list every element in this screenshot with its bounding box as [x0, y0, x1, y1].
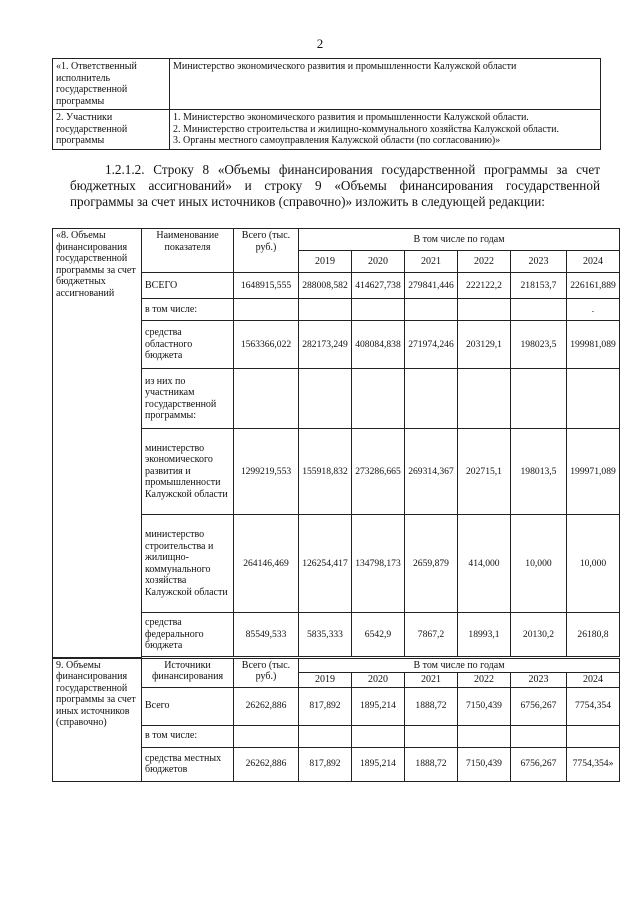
- row-value: [458, 299, 511, 321]
- row-value: [511, 369, 567, 429]
- row-value: 218153,7: [511, 273, 567, 299]
- row-value: [567, 725, 620, 747]
- row-name: средства местных бюджетов: [142, 747, 234, 781]
- row-value: 1888,72: [405, 747, 458, 781]
- row-total: 1299219,553: [234, 429, 299, 515]
- row-value: 26180,8: [567, 613, 620, 657]
- row-value: 6756,267: [511, 747, 567, 781]
- row-value: [299, 725, 352, 747]
- row-value: 203129,1: [458, 321, 511, 369]
- table-row: [53, 59, 601, 110]
- row-value: 198023,5: [511, 321, 567, 369]
- row-total: [234, 725, 299, 747]
- row-value: 155918,832: [299, 429, 352, 515]
- row-value: [511, 299, 567, 321]
- row-value: 5835,333: [299, 613, 352, 657]
- row-total: 26262,886: [234, 687, 299, 725]
- row-value: 7150,439: [458, 747, 511, 781]
- row-value: [511, 725, 567, 747]
- row-value: .: [567, 299, 620, 321]
- row-value: 271974,246: [405, 321, 458, 369]
- row-value: 408084,838: [352, 321, 405, 369]
- participant-line: 2. Министерство строительства и жилищно-коммунального хозяйства Калужской области.: [173, 123, 559, 135]
- row-value: 7754,354: [567, 687, 620, 725]
- row-name: ВСЕГО: [142, 273, 234, 299]
- year-2021: 2021: [405, 251, 458, 273]
- row-value: 282173,249: [299, 321, 352, 369]
- responsible-label: «1. Ответственный исполнитель государственной программы: [53, 59, 170, 110]
- row-value: 6542,9: [352, 613, 405, 657]
- year-2022: 2022: [458, 673, 511, 688]
- section8-label: «8. Объемы финансирования государственной программы за счет бюджетных ассигнований: [53, 229, 142, 658]
- row-value: 2659,879: [405, 515, 458, 613]
- row-value: 202715,1: [458, 429, 511, 515]
- row-value: 199971,089: [567, 429, 620, 515]
- row-value: 817,892: [299, 747, 352, 781]
- row-value: [458, 725, 511, 747]
- table-header-row: [53, 229, 620, 251]
- row-value: 7754,354»: [567, 747, 620, 781]
- row-value: [352, 725, 405, 747]
- row-value: [458, 369, 511, 429]
- table-row: [53, 110, 601, 150]
- row-value: [405, 299, 458, 321]
- row-total: [234, 369, 299, 429]
- row-name: министерство строительства и жилищно-коммунального хозяйства Калужской области: [142, 515, 234, 613]
- row-value: [405, 369, 458, 429]
- row-value: 199981,089: [567, 321, 620, 369]
- row-name: из них по участникам государственной программы:: [142, 369, 234, 429]
- row-value: 134798,173: [352, 515, 405, 613]
- year-2022: 2022: [458, 251, 511, 273]
- year-2024: 2024: [567, 673, 620, 688]
- row-value: 817,892: [299, 687, 352, 725]
- year-2019: 2019: [299, 251, 352, 273]
- participants-table: [52, 58, 601, 150]
- row-value: 279841,446: [405, 273, 458, 299]
- row-value: 126254,417: [299, 515, 352, 613]
- row-value: [299, 369, 352, 429]
- row-value: 1888,72: [405, 687, 458, 725]
- year-2021: 2021: [405, 673, 458, 688]
- row-value: 10,000: [567, 515, 620, 613]
- participant-line: 1. Министерство экономического развития и промышленности Калужской области.: [173, 112, 529, 123]
- row-value: 18993,1: [458, 613, 511, 657]
- row-name: Всего: [142, 687, 234, 725]
- row-total: 85549,533: [234, 613, 299, 657]
- table-header-row: [53, 658, 620, 673]
- row-value: [405, 725, 458, 747]
- row-value: 20130,2: [511, 613, 567, 657]
- responsible-value: Министерство экономического развития и промышленности Калужской области: [170, 59, 601, 110]
- row-value: [299, 299, 352, 321]
- row-value: 414,000: [458, 515, 511, 613]
- row-value: [352, 299, 405, 321]
- row-value: 226161,889: [567, 273, 620, 299]
- year-2023: 2023: [511, 251, 567, 273]
- row-value: 1895,214: [352, 687, 405, 725]
- col-total: Всего (тыс. руб.): [234, 229, 299, 273]
- row-total: 26262,886: [234, 747, 299, 781]
- row-name: средства федерального бюджета: [142, 613, 234, 657]
- row-value: 269314,367: [405, 429, 458, 515]
- col-years-group: В том числе по годам: [299, 658, 620, 673]
- participants-value: [170, 110, 601, 150]
- row-name: министерство экономического развития и промышленности Калужской области: [142, 429, 234, 515]
- row-total: 1648915,555: [234, 273, 299, 299]
- financing-table: [52, 228, 620, 782]
- col-total: Всего (тыс. руб.): [234, 658, 299, 687]
- row-total: 264146,469: [234, 515, 299, 613]
- participant-line: 3. Органы местного самоуправления Калужской области (по согласованию)»: [173, 135, 501, 146]
- row-total: [234, 299, 299, 321]
- row-value: 1895,214: [352, 747, 405, 781]
- row-value: 7867,2: [405, 613, 458, 657]
- row-name: в том числе:: [142, 299, 234, 321]
- row-value: 7150,439: [458, 687, 511, 725]
- year-2019: 2019: [299, 673, 352, 688]
- row-value: [567, 369, 620, 429]
- row-total: 1563366,022: [234, 321, 299, 369]
- row-value: 222122,2: [458, 273, 511, 299]
- row-name: в том числе:: [142, 725, 234, 747]
- year-2020: 2020: [352, 673, 405, 688]
- paragraph-body: бюджетных ассигнований» и строку 9 «Объемы финансирования государственной программы за счет иных источников (справочно)» изложить в следующей редакции:: [70, 178, 600, 209]
- row-value: 414627,738: [352, 273, 405, 299]
- paragraph-first-line: 1.2.1.2. Строку 8 «Объемы финансирования государственной программы за счет: [105, 162, 600, 177]
- year-2023: 2023: [511, 673, 567, 688]
- year-2020: 2020: [352, 251, 405, 273]
- row-name: средства областного бюджета: [142, 321, 234, 369]
- col-sources: Источники финансирования: [142, 658, 234, 687]
- participants-label: 2. Участники государственной программы: [53, 110, 170, 150]
- year-2024: 2024: [567, 251, 620, 273]
- row-value: 273286,665: [352, 429, 405, 515]
- row-value: 198013,5: [511, 429, 567, 515]
- col-years-group: В том числе по годам: [299, 229, 620, 251]
- row-value: 288008,582: [299, 273, 352, 299]
- col-indicator: Наименование показателя: [142, 229, 234, 273]
- page-number: 2: [316, 36, 324, 51]
- row-value: 10,000: [511, 515, 567, 613]
- row-value: 6756,267: [511, 687, 567, 725]
- section9-label: 9. Объемы финансирования государственной программы за счет иных источников (справочно): [53, 658, 142, 781]
- row-value: [352, 369, 405, 429]
